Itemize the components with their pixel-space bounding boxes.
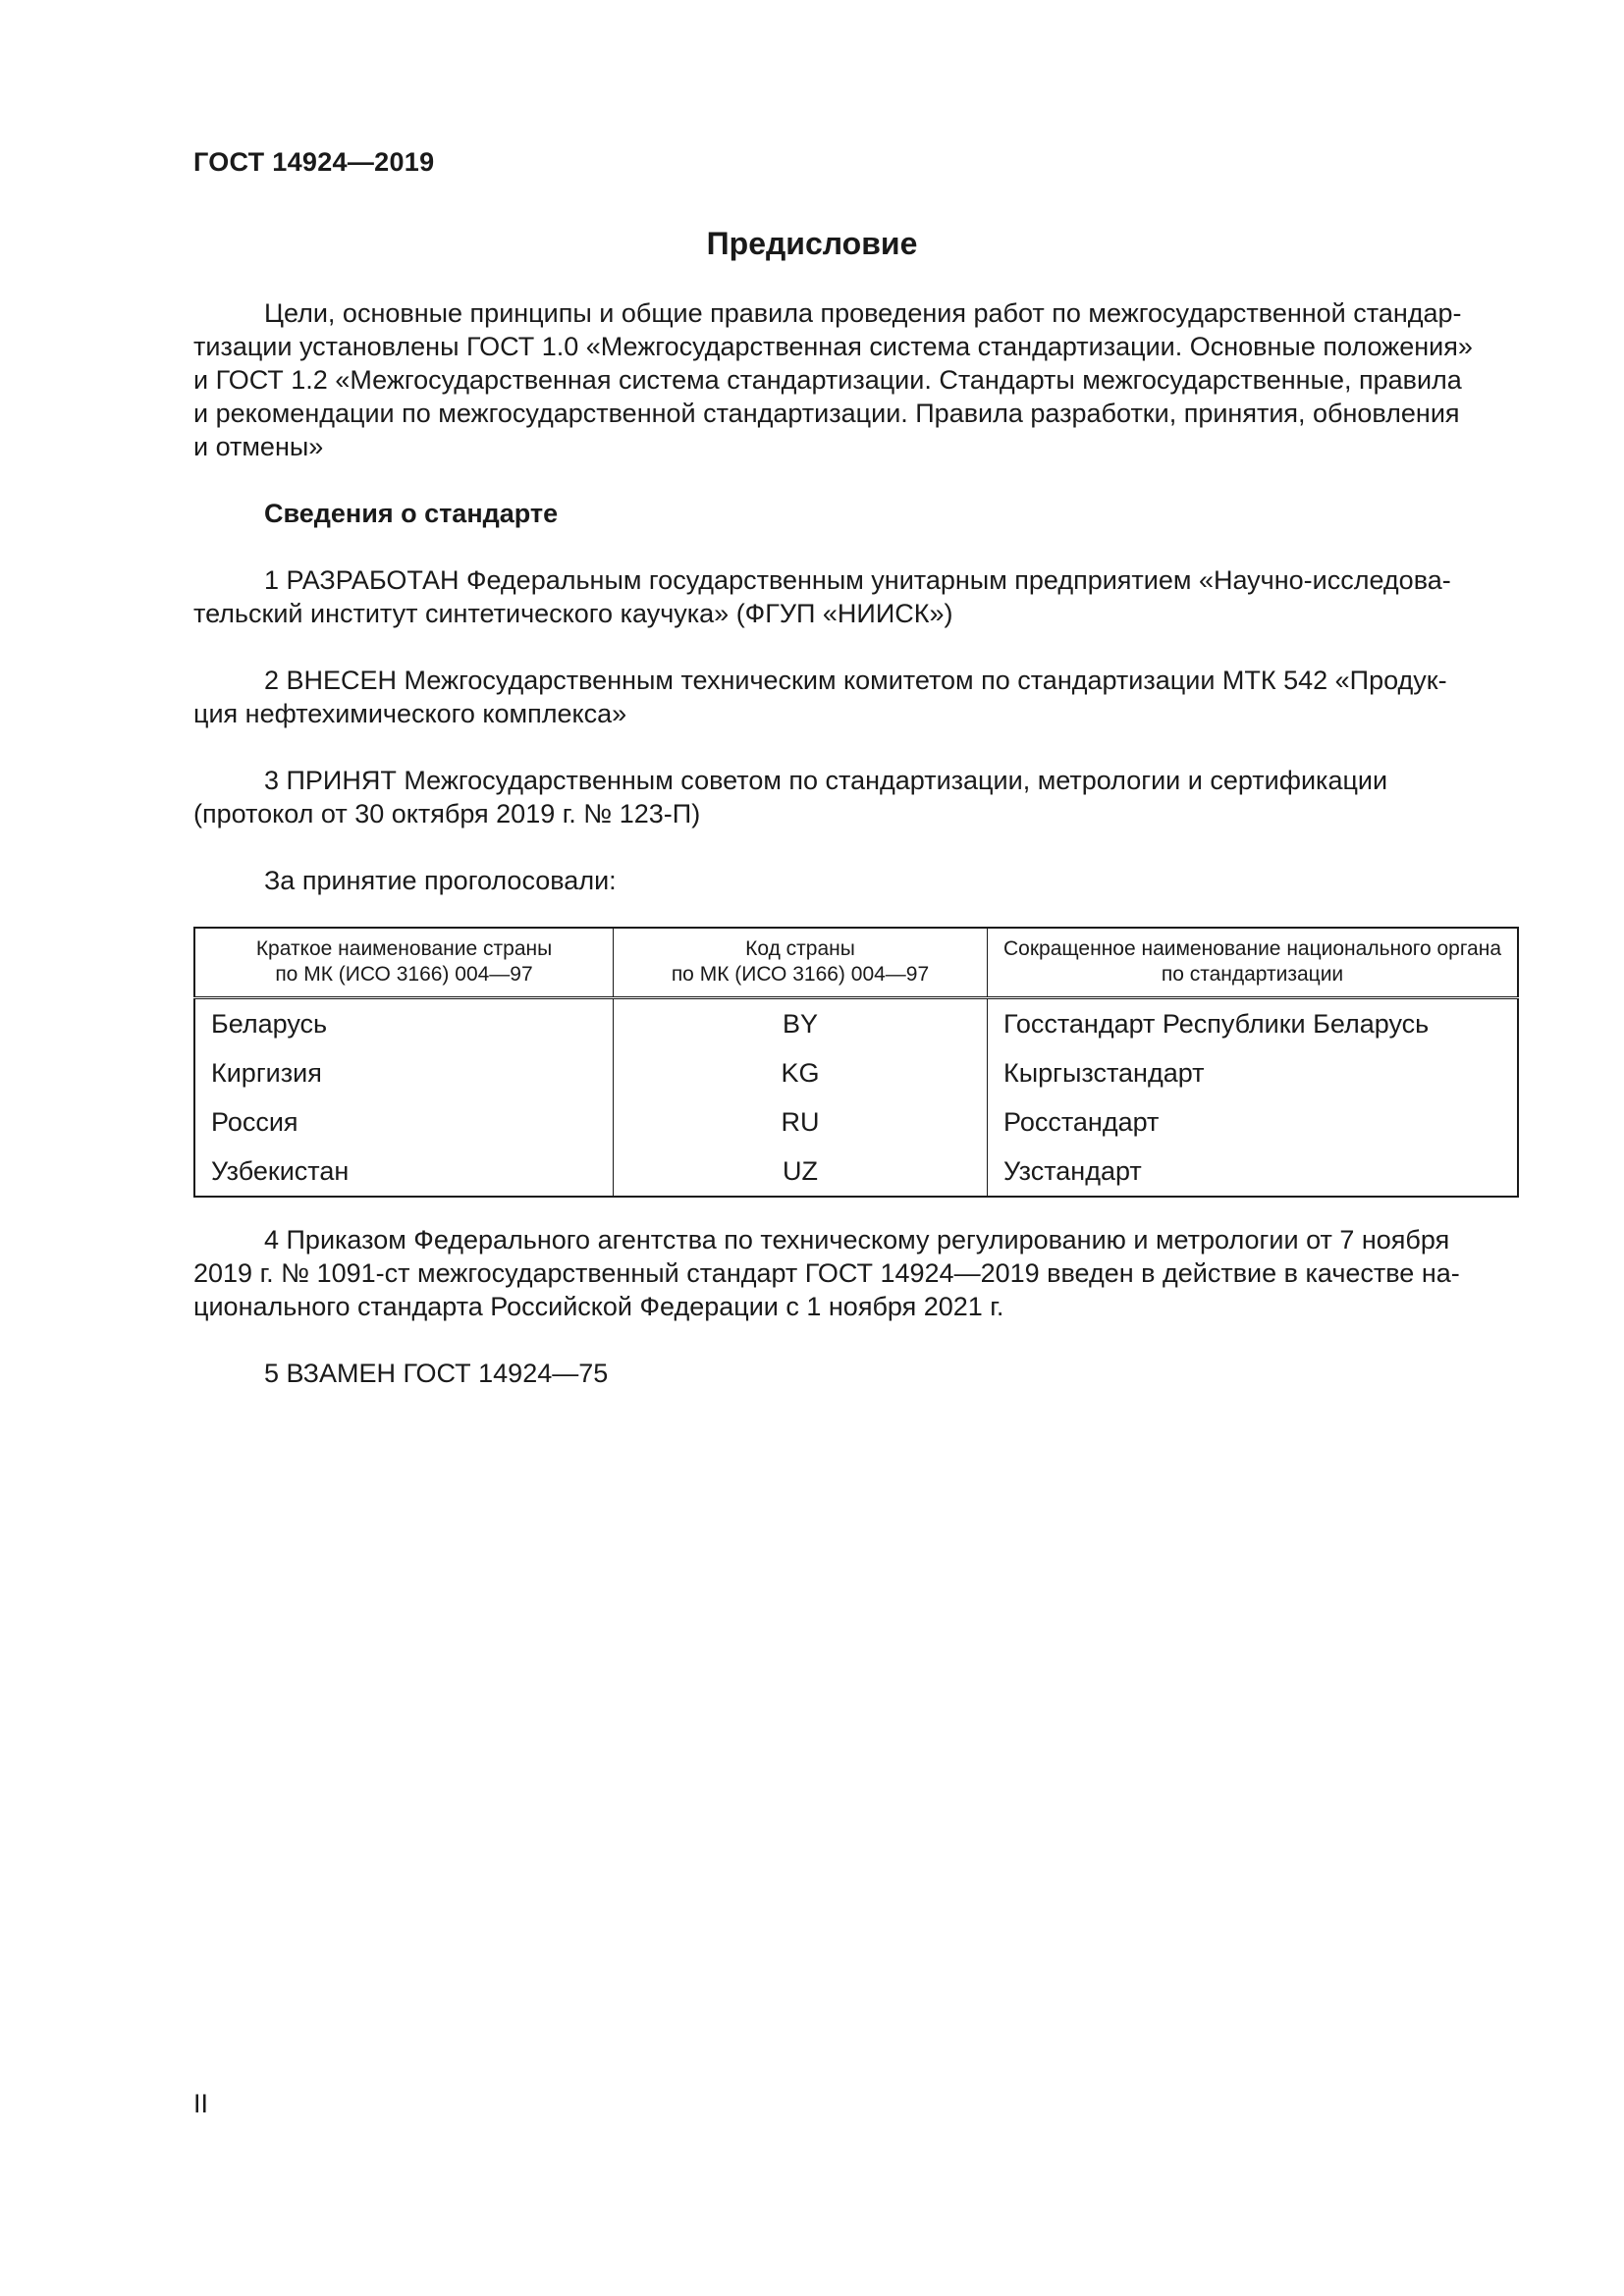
item-line: тельский институт синтетического каучука» (ФГУП «НИИСК») xyxy=(193,599,953,628)
intro-paragraph xyxy=(193,296,1519,463)
table-row xyxy=(194,1048,1518,1097)
item-line: 2019 г. № 1091-ст межгосударственный стандарт ГОСТ 14924—2019 введен в действие в качестве на- xyxy=(193,1258,1460,1288)
item-line: 3 ПРИНЯТ Межгосударственным советом по стандартизации, метрологии и сертификации xyxy=(264,766,1388,795)
item-introduced xyxy=(193,664,1519,730)
item-line: ционального стандарта Российской Федерации с 1 ноября 2021 г. xyxy=(193,1292,1004,1321)
item-replaces: 5 ВЗАМЕН ГОСТ 14924—75 xyxy=(264,1359,609,1388)
national-body-cell: Узстандарт xyxy=(988,1147,1519,1197)
header-country-name xyxy=(194,928,614,998)
header-line: по МК (ИСО 3166) 004—97 xyxy=(671,963,930,986)
intro-line: и отмены» xyxy=(193,432,324,461)
member-states-table xyxy=(193,927,1519,1198)
item-order xyxy=(193,1223,1519,1323)
item-adopted xyxy=(193,764,1519,830)
header-line: Сокращенное наименование национального органа xyxy=(1002,937,1502,960)
intro-line: и рекомендации по межгосударственной стандартизации. Правила разработки, принятия, обновления xyxy=(193,399,1460,428)
item-developed xyxy=(193,563,1519,630)
country-name-cell: Узбекистан xyxy=(211,1156,350,1186)
country-name-cell: Киргизия xyxy=(211,1058,322,1088)
item-line: 1 РАЗРАБОТАН Федеральным государственным унитарным предприятием «Научно-исследова- xyxy=(264,565,1451,595)
national-body-cell: Госстандарт Республики Беларусь xyxy=(988,998,1519,1049)
item-line: 4 Приказом Федерального агентства по техническому регулированию и метрологии от 7 ноября xyxy=(264,1225,1450,1255)
header-line: Краткое наименование страны xyxy=(255,937,553,960)
country-code-cell: UZ xyxy=(614,1147,988,1197)
country-code-cell: KG xyxy=(614,1048,988,1097)
national-body-cell: Кыргызстандарт xyxy=(988,1048,1519,1097)
intro-line: тизации установлены ГОСТ 1.0 «Межгосударственная система стандартизации. Основные положения» xyxy=(193,332,1473,361)
country-code-cell: BY xyxy=(614,998,988,1049)
item-line: 2 ВНЕСЕН Межгосударственным техническим комитетом по стандартизации МТК 542 «Продук- xyxy=(264,666,1447,695)
header-line: по МК (ИСО 3166) 004—97 xyxy=(275,963,533,986)
intro-line: и ГОСТ 1.2 «Межгосударственная система стандартизации. Стандарты межгосударственные, правила xyxy=(193,365,1462,395)
table-row xyxy=(194,998,1518,1049)
page-title: Предисловие xyxy=(706,226,918,261)
document-code: ГОСТ 14924—2019 xyxy=(193,147,435,177)
table-row xyxy=(194,1097,1518,1147)
country-name-cell: Россия xyxy=(211,1107,298,1137)
item-line: ция нефтехимического комплекса» xyxy=(193,699,627,728)
country-name-cell: Беларусь xyxy=(211,1009,328,1039)
page-number: II xyxy=(193,2089,209,2118)
table-row xyxy=(194,1147,1518,1197)
national-body-cell: Росстандарт xyxy=(988,1097,1519,1147)
section-heading: Сведения о стандарте xyxy=(264,499,559,528)
intro-line: Цели, основные принципы и общие правила проведения работ по межгосударственной стандар- xyxy=(264,298,1462,328)
vote-intro: За принятие проголосовали: xyxy=(264,866,617,895)
header-country-code xyxy=(614,928,988,998)
country-code-cell: RU xyxy=(614,1097,988,1147)
item-line: (протокол от 30 октября 2019 г. № 123-П) xyxy=(193,799,701,828)
document-body xyxy=(193,296,1519,1419)
table-header-row xyxy=(194,928,1518,998)
header-line: по стандартизации xyxy=(1161,963,1344,986)
header-line: Код страны xyxy=(745,937,855,960)
header-national-body xyxy=(988,928,1519,998)
